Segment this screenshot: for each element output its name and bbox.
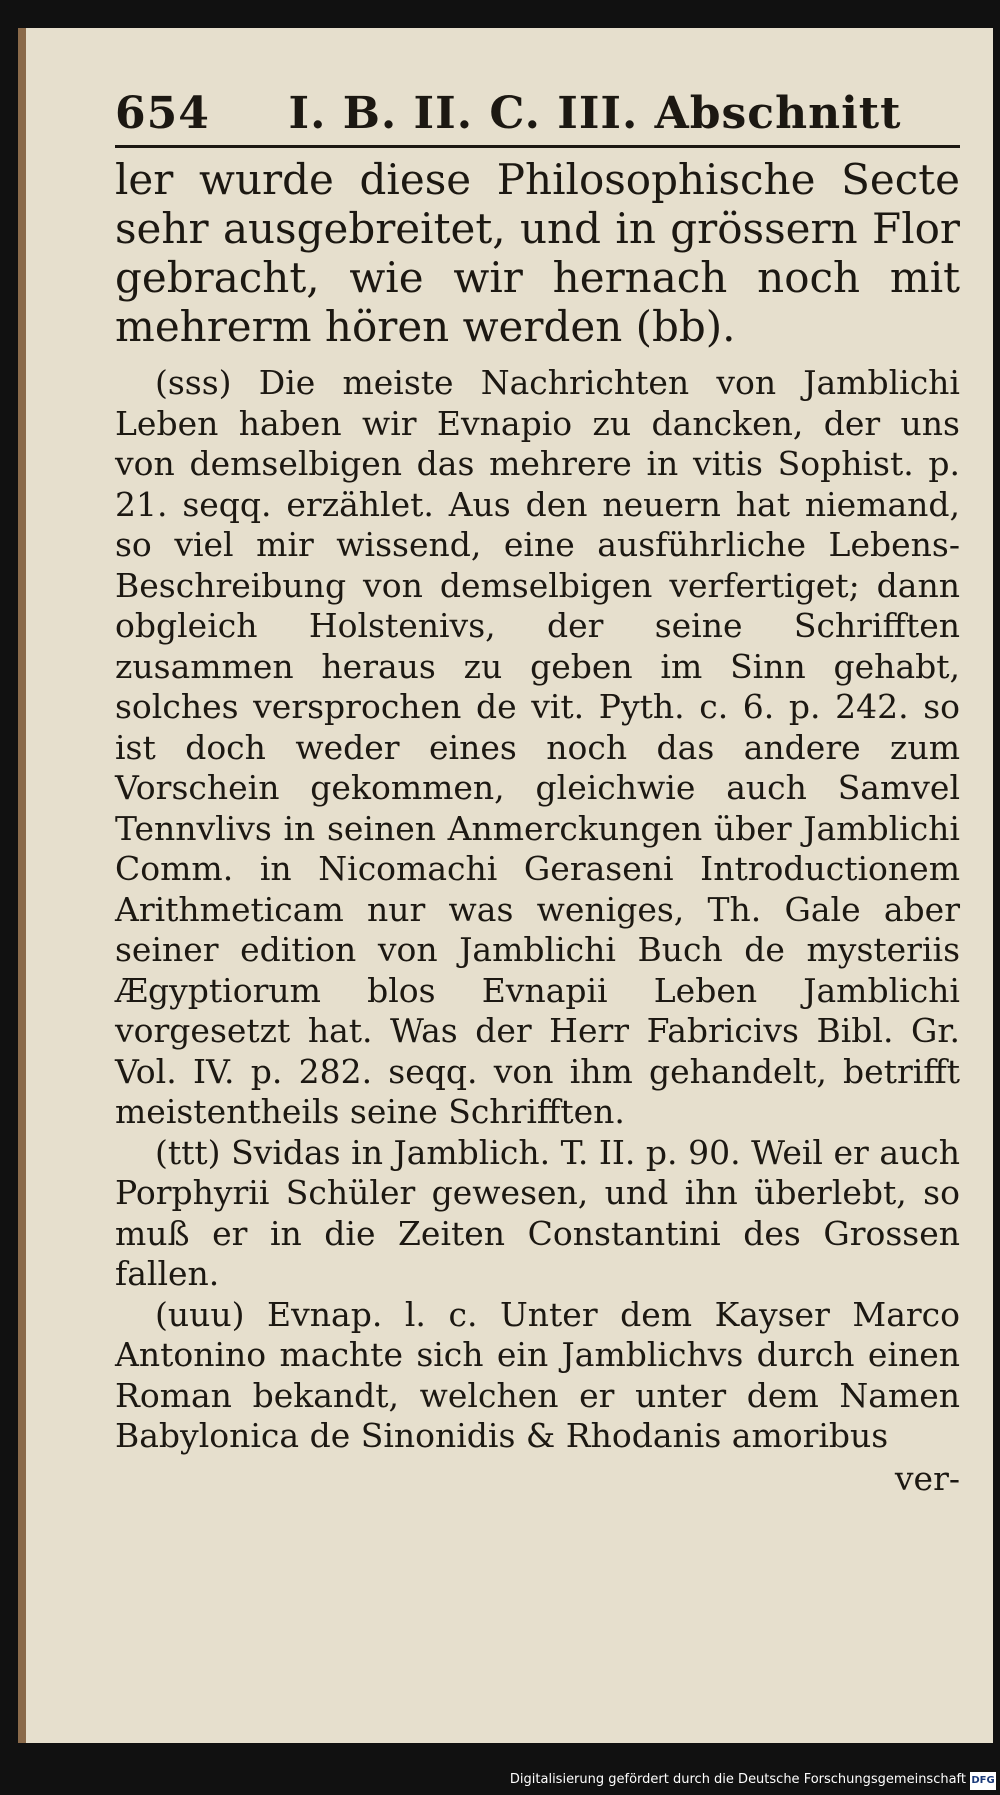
dfg-logo: DFG — [970, 1772, 996, 1790]
header-rule — [115, 145, 960, 148]
main-paragraph: ler wurde diese Philosophische Secte sehr ausgebreitet, und in grössern Flor gebracht, wie wir hernach noch mit mehrerm hören werden (bb). — [115, 155, 960, 351]
text-block — [115, 155, 960, 1499]
footnote-uuu: (uuu) Evnap. l. c. Unter dem Kayser Marco Antonino machte sich ein Jamblichvs durch einen Roman bekandt, welchen er unter dem Namen Babylonica de Sinonidis & Rhodanis amoribus — [115, 1294, 960, 1455]
header-title: I. B. II. C. III. Abschnitt — [288, 88, 902, 139]
running-header — [115, 88, 955, 139]
page-number: 654 — [115, 88, 210, 139]
footnote-ttt: (ttt) Svidas in Jamblich. T. II. p. 90. Weil er auch Porphyrii Schüler gewesen, und ihn überlebt, so muß er in die Zeiten Constantini des Grossen fallen. — [115, 1132, 960, 1293]
digitization-credit: Digitalisierung gefördert durch die Deutsche Forschungsgemeinschaft — [509, 1772, 966, 1787]
footnote-sss: (sss) Die meiste Nachrichten von Jamblichi Leben haben wir Evnapio zu dancken, der uns von demselbigen das mehrere in vitis Sophist. p. 21. seqq. erzählet. Aus den neuern hat niemand, so viel mir wissend, eine ausführliche Lebens-Beschreibung von demselbigen verfertiget; dann obgleich Holstenivs, der seine Schrifften zusammen heraus zu geben im Sinn gehabt, solches versprochen de vit. Pyth. c. 6. p. 242. so ist doch weder eines noch das andere zum Vorschein gekommen, gleichwie auch Samvel Tennvlivs in seinen Anmerckungen über Jamblichi Comm. in Nicomachi Geraseni Introductionem Arithmeticam nur was weniges, Th. Gale aber seiner edition von Jamblichi Buch de mysteriis Ægyptiorum blos Evnapii Leben Jamblichi vorgesetzt hat. Was der Herr Fabricivs Bibl. Gr. Vol. IV. p. 282. seqq. von ihm gehandelt, betrifft meistentheils seine Schrifften. — [115, 363, 960, 1131]
catchword: ver- — [894, 1458, 960, 1498]
